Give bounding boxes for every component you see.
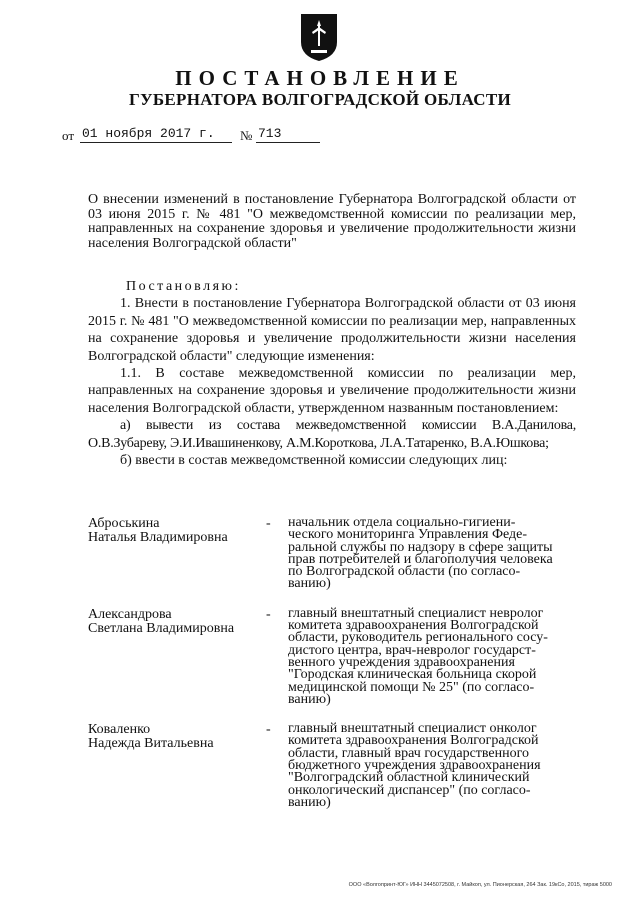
position-line: венного учреждения здравоохранения — [288, 654, 515, 670]
paragraph-1-1: 1.1. В составе межведомственной комиссии по реализации мер, направленных на сохранение здоровья и увеличение продолжительности жизни населения Волгоградской области, утвержденном названным постановлением: — [88, 366, 576, 416]
members-list — [88, 517, 576, 826]
member-entry — [88, 605, 576, 707]
paragraph-1: 1. Внести в постановление Губернатора Волгоградской области от 03 июня 2015 г. № 481 "О межведомственной комиссии по реализации мер, направленных на сохранение здоровья и увеличение продолжительности жизни населения Волгоградской области" следующие изменения: — [88, 296, 576, 364]
position-line: ванию) — [288, 576, 331, 592]
number-label: № — [240, 128, 253, 143]
position-line: дистого центра, врач-невролог государст- — [288, 642, 536, 658]
member-name — [88, 608, 258, 636]
member-position — [288, 723, 576, 809]
position-line: медицинской помощи № 25" (по согласо- — [288, 679, 535, 695]
member-given-names: Светлана Владимировна — [88, 620, 235, 636]
member-entry — [88, 517, 576, 591]
position-line: ванию) — [288, 691, 331, 707]
position-line: онкологический диспансер" (по согласо- — [288, 782, 531, 798]
position-line: комитета здравоохранения Волгоградской — [288, 618, 539, 634]
position-line: бюджетного учреждения здравоохранения — [288, 758, 541, 774]
position-line: "Волгоградский областной клинический — [288, 770, 530, 786]
document-title: ПОСТАНОВЛЕНИЕ — [175, 66, 465, 90]
document-subtitle: ГУБЕРНАТОРА ВОЛГОГРАДСКОЙ ОБЛАСТИ — [128, 90, 512, 109]
position-line: по Волгоградской области (по согласо- — [288, 564, 521, 580]
position-line: ческого мониторинга Управления Феде- — [288, 527, 528, 543]
member-surname: Аброськина — [88, 516, 160, 531]
position-line: "Городская клиническая больница скорой — [288, 667, 537, 683]
number-underline — [256, 142, 320, 143]
member-dash: - — [266, 606, 271, 622]
document-body — [88, 278, 576, 469]
member-given-names: Наталья Владимировна — [88, 530, 228, 545]
member-dash: - — [266, 516, 271, 531]
member-position — [288, 517, 576, 591]
member-given-names: Надежда Витальевна — [88, 736, 214, 752]
position-line: ванию) — [288, 794, 331, 810]
member-entry — [88, 723, 576, 809]
position-line: прав потребителей и благополучия человека — [288, 551, 553, 567]
coat-of-arms-emblem — [299, 12, 339, 62]
position-line: главный внештатный специалист онколог — [288, 721, 537, 737]
decree-number: 713 — [258, 126, 282, 141]
position-line: начальник отдела социально-гигиени- — [288, 515, 516, 530]
position-line: ральной службы по надзору в сфере защиты — [288, 539, 553, 555]
member-position — [288, 605, 576, 707]
decree-word: Постановляю: — [126, 279, 241, 294]
position-line: главный внештатный специалист невролог — [288, 605, 544, 621]
position-line: области, руководитель регионального сосу- — [288, 630, 548, 646]
position-line: комитета здравоохранения Волгоградской — [288, 733, 539, 749]
date-underline — [80, 142, 232, 143]
member-surname: Александрова — [88, 606, 172, 622]
from-label: от — [62, 128, 75, 143]
position-line: области, главный врач государственного — [288, 745, 530, 761]
paragraph-a: а) вывести из состава межведомственной комиссии В.А.Данилова, О.В.Зубареву, Э.И.Ивашиненкову, А.М.Короткова, Л.А.Татаренко, В.А.Юшкова; — [88, 418, 576, 451]
document-heading: О внесении изменений в постановление Губернатора Волгоградской области от 03 июня 2015 г. № 481 "О межведомственной комиссии по реализации мер, направленных на сохранение здоровья и увеличение продолжительности жизни населения Волгоградской области" — [88, 192, 576, 251]
date-number-line — [62, 126, 362, 146]
member-dash: - — [266, 722, 271, 738]
paragraph-b: б) ввести в состав межведомственной комиссии следующих лиц: — [120, 453, 508, 469]
member-surname: Коваленко — [88, 722, 151, 738]
print-footer: ООО «Волгопринт-ЮГ» ИНН 3445072508, г. Майкоп, ул. Пионерская, 264 Зак. 19кСо, 2015, тираж 5000 — [348, 882, 612, 888]
member-name — [88, 723, 258, 751]
decree-date: 01 ноября 2017 г. — [82, 126, 215, 141]
member-name — [88, 517, 258, 545]
